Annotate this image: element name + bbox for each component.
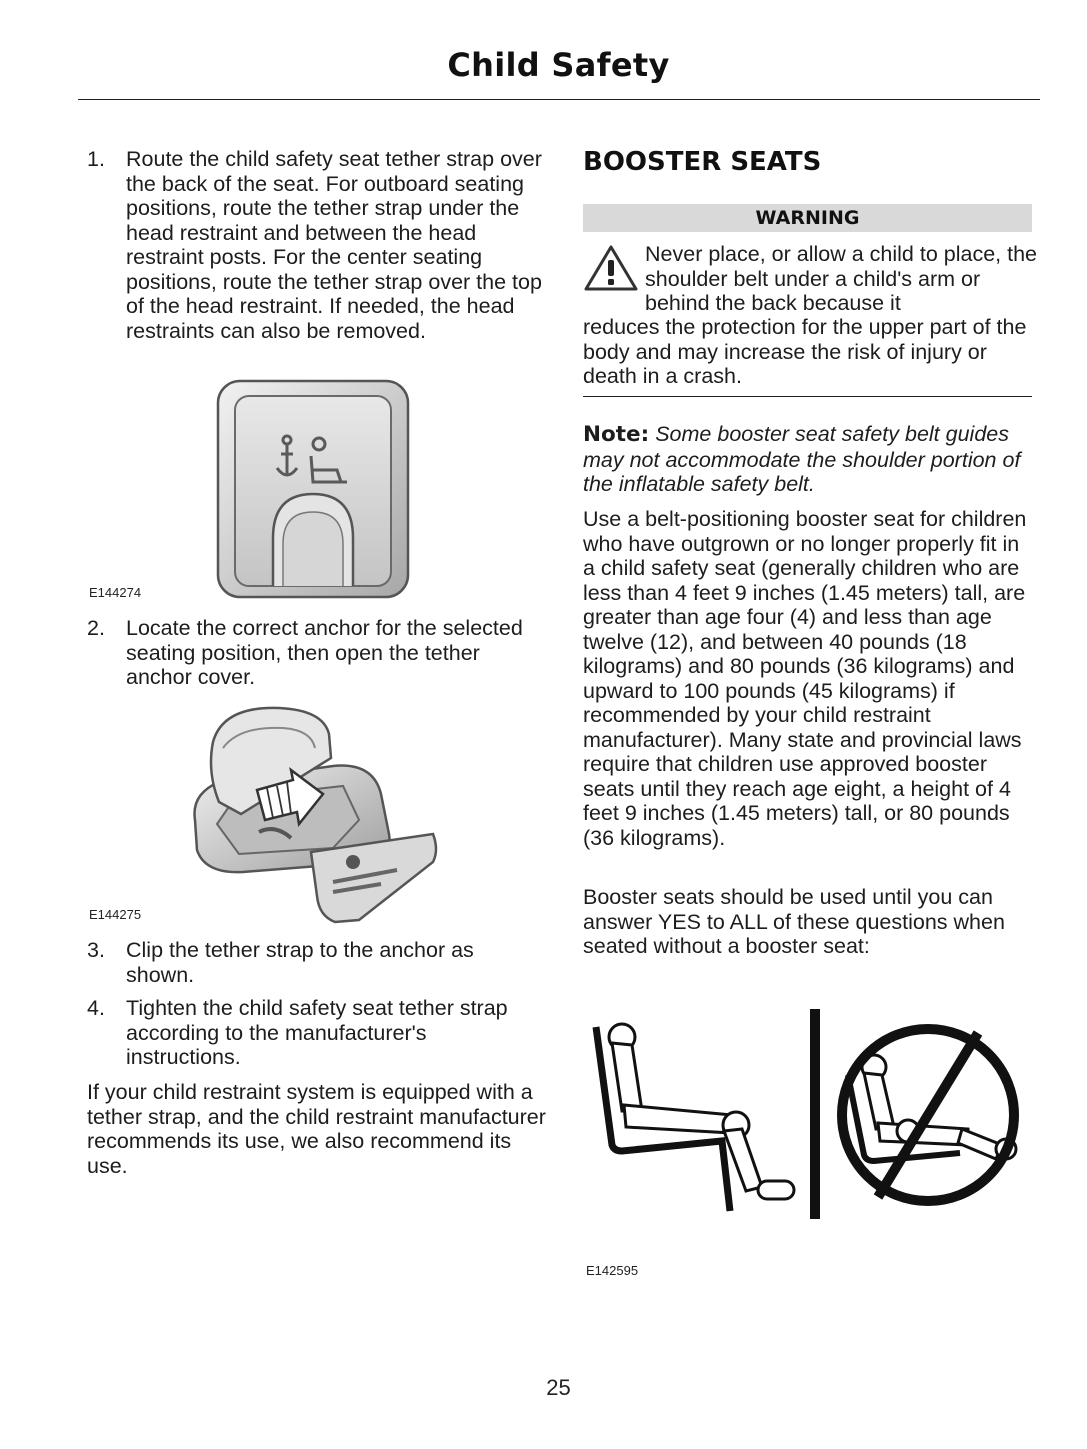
incorrect-seating-figure (842, 1029, 1016, 1201)
step-number: 3. (87, 938, 105, 962)
step-number: 4. (87, 996, 105, 1020)
step-4 (87, 996, 547, 1070)
section-heading: BOOSTER SEATS (583, 147, 822, 177)
figure-divider (810, 1009, 820, 1219)
step-text: Locate the correct anchor for the selected seating position, then open the tether anchor cover. (126, 616, 523, 689)
note-text: Some booster seat safety belt guides may not accommodate the shoulder portion of the inflatable safety belt. (583, 422, 1021, 496)
tether-anchor-cover-closed-illustration (215, 378, 411, 602)
step-number: 2. (87, 616, 105, 640)
figure-label: E144275 (89, 907, 142, 922)
tether-anchor-cover-open-illustration (183, 702, 441, 924)
closing-paragraph: If your child restraint system is equipped with a tether strap, and the child restraint manufacturer recommends its use, we also recommend its use. (87, 1080, 546, 1178)
step-text: Clip the tether strap to the anchor as shown. (126, 938, 474, 987)
title-divider (78, 99, 1040, 100)
warning-text-part1: Never place, or allow a child to place, the shoulder belt under a child's arm or behind the back because it (645, 242, 1037, 315)
warning-triangle-icon (584, 244, 638, 292)
page-title: Child Safety (447, 46, 670, 84)
step-text: Route the child safety seat tether strap over the back of the seat. For outboard seating positions, route the tether strap under the head restraint and between the head restraint posts. For the center seating positions, route the tether strap over the top of the head restraint. If needed, the head restraints can also be removed. (126, 147, 542, 343)
step-text: Tighten the child safety seat tether strap according to the manufacturer's instructions. (126, 996, 508, 1069)
booster-seat-paragraph: Use a belt-positioning booster seat for children who have outgrown or no longer properly fit in a child safety seat (generally children who are less than 4 feet 9 inches (1.45 meters) tall, are greater than age four (4) and less than age twelve (12), and between 40 pounds (18 kilograms) and 80 pounds (36 kilograms) and upward to 100 pounds (45 kilograms) if recommended by your child restraint manufacturer). Many state and provincial laws require that children use approved booster seats until they reach age eight, a height of 4 feet 9 inches (1.45 meters) tall, or 80 pounds (36 kilograms). (583, 507, 1027, 850)
figure-label: E142595 (586, 1263, 639, 1278)
step-2 (87, 616, 547, 690)
step-number: 1. (87, 147, 105, 171)
figure-label: E144274 (89, 585, 142, 600)
step-3 (87, 938, 547, 987)
booster-seat-fit-illustration (590, 1005, 1030, 1225)
warning-text-part2: reduces the protection for the upper part of the body and may increase the risk of injury or death in a crash. (583, 315, 1027, 388)
note-label: Note: (583, 422, 650, 447)
page-number: 25 (546, 1375, 571, 1400)
booster-seat-criteria-paragraph: Booster seats should be used until you can answer YES to ALL of these questions when seated without a booster seat: (583, 885, 1005, 958)
note-block (583, 422, 1035, 497)
step-1 (87, 147, 547, 343)
correct-seating-figure (596, 1024, 794, 1211)
warning-bottom-divider (583, 396, 1032, 397)
warning-label: WARNING (583, 204, 1032, 232)
prohibited-sign-icon (842, 1029, 1014, 1201)
